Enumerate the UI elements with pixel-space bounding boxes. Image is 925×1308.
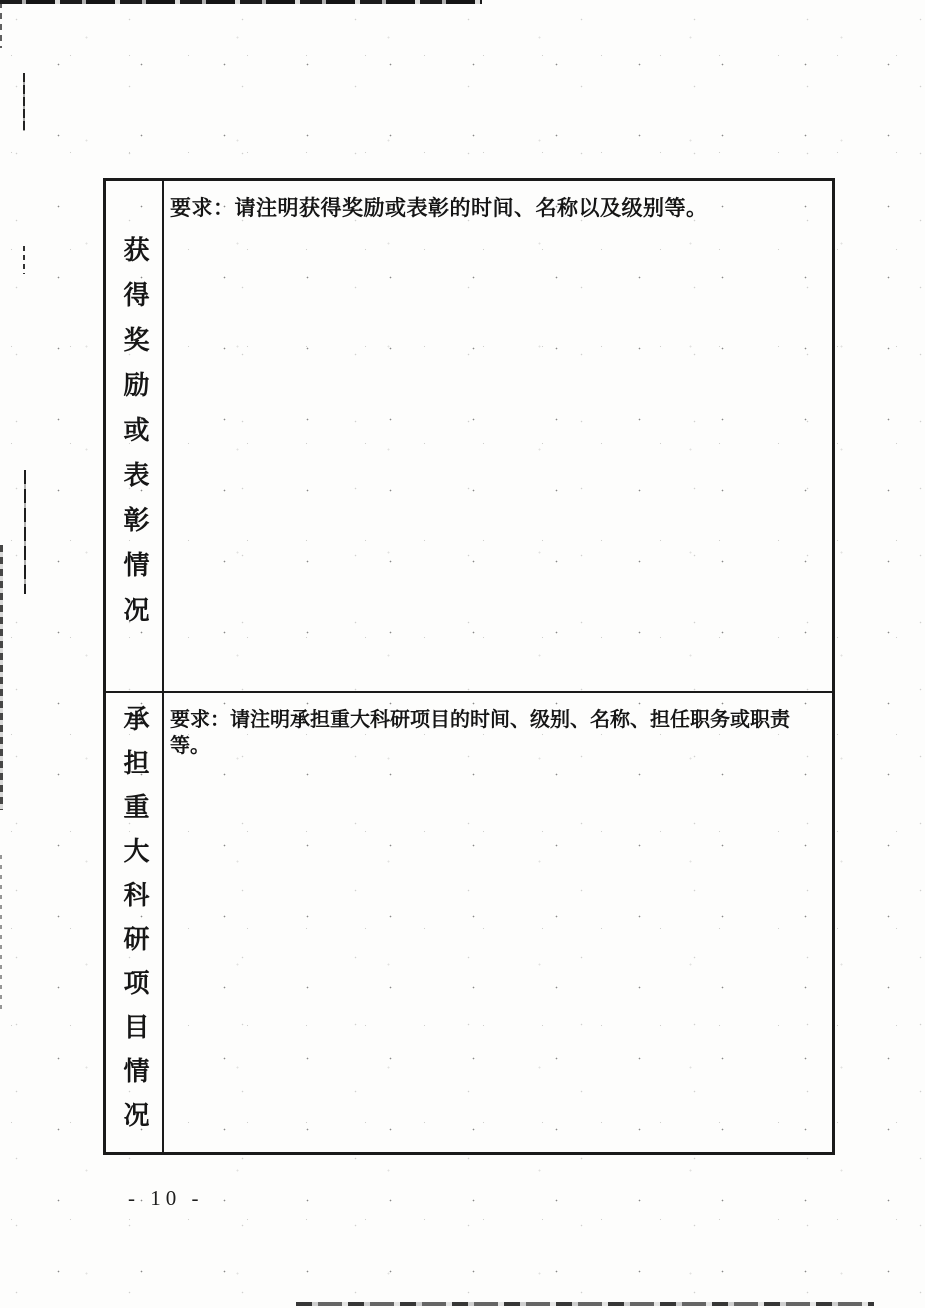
research-projects-section-label: 承担重大科研项目情况: [120, 705, 149, 1145]
awards-section-header-cell: [106, 181, 164, 691]
scan-artifact-bottom-band: [296, 1302, 874, 1306]
scan-artifact-left-line: [23, 73, 25, 131]
page-number: - 10 -: [128, 1186, 204, 1210]
scan-artifact-top-band: [0, 0, 482, 4]
scan-artifact-edge-streak: [0, 545, 3, 810]
research-projects-section-row: [106, 691, 832, 1152]
research-projects-content-cell: [164, 693, 832, 1152]
scan-artifact-edge-streak: [0, 2, 2, 48]
scan-artifact-left-line: [24, 470, 26, 594]
research-projects-header-cell: [106, 693, 164, 1152]
awards-section-content-cell: [164, 181, 832, 691]
research-projects-requirement-text: 要求：请注明承担重大科研项目的时间、级别、名称、担任职务或职责等。: [170, 709, 790, 757]
scan-artifact-left-line: [23, 246, 25, 274]
awards-section-row: [106, 181, 832, 691]
awards-section-label: 获得奖励或表彰情况: [120, 236, 149, 641]
scan-artifact-edge-streak: [0, 855, 2, 1015]
form-table: [103, 178, 835, 1155]
awards-requirement-text: 要求：请注明获得奖励或表彰的时间、名称以及级别等。: [170, 196, 708, 220]
